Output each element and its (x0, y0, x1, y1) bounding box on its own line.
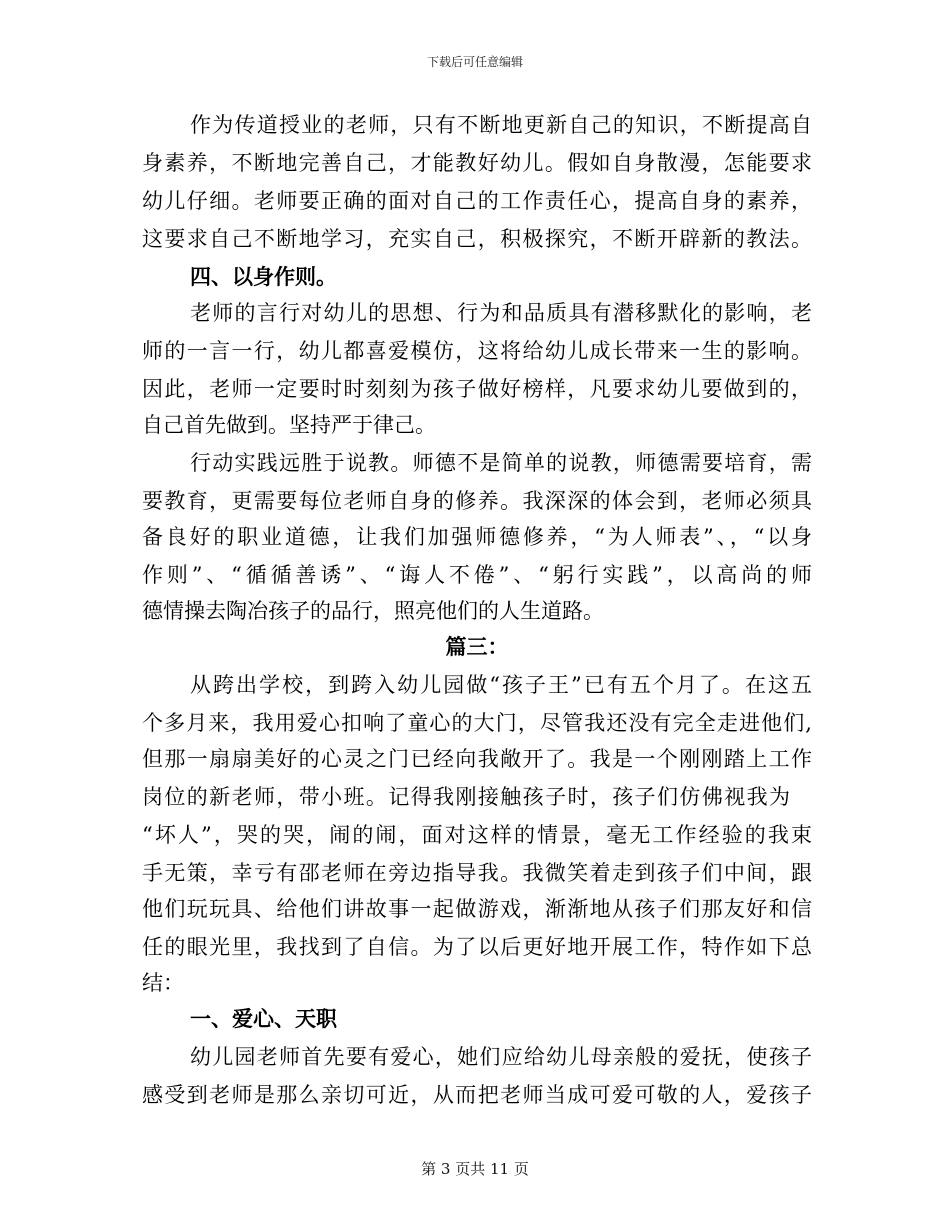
text-line: “坏人”，哭的哭，闹的闹，面对这样的情景，毫无工作经验的我束 (142, 823, 812, 847)
page-footer: 第 3 页共 11 页 (421, 1160, 529, 1178)
text-line: 手无策，幸亏有邵老师在旁边指导我。我微笑着走到孩子们中间，跟 (142, 861, 812, 885)
section-title: 篇三： (445, 634, 509, 659)
text-line: 作为传道授业的老师，只有不断地更新自己的知识，不断提高自 (190, 113, 812, 137)
text-line: 身素养，不断地完善自己，才能教好幼儿。假如自身散漫，怎能要求 (142, 151, 812, 175)
page-header: 下载后可任意编辑 (426, 55, 523, 69)
text-line: 这要求自己不断地学习，充实自己，积极探究，不断开辟新的教法。 (142, 227, 812, 251)
text-line: 个多月来，我用爱心扣响了童心的大门，尽管我还没有完全走进他们, (142, 711, 812, 735)
text-line: 从跨出学校，到跨入幼儿园做“孩子王”已有五个月了。在这五 (190, 673, 812, 697)
text-line: 感受到老师是那么亲切可近，从而把老师当成可爱可敬的人，爱孩子 (142, 1083, 812, 1107)
section-heading: 四、以身作则。 (190, 264, 337, 289)
text-line: 师的一言一行，幼儿都喜爱模仿，这将给幼儿成长带来一生的影响。 (142, 339, 812, 363)
text-line: 德情操去陶冶孩子的品行，照亮他们的人生道路。 (142, 599, 604, 623)
text-line: 岗位的新老师，带小班。记得我刚接触孩子时，孩子们仿佛视我为 (142, 785, 790, 809)
section-heading: 一、爱心、天职 (190, 1006, 337, 1031)
text-line: 自己首先做到。坚持严于律己。 (142, 413, 436, 437)
text-line: 他们玩玩具、给他们讲故事一起做游戏，渐渐地从孩子们那友好和信 (142, 897, 812, 921)
text-line: 结： (142, 971, 184, 995)
text-line: 幼儿仔细。老师要正确的面对自己的工作责任心，提高自身的素养， (142, 189, 812, 213)
text-line: 行动实践远胜于说教。师德不是简单的说教，师德需要培育，需 (190, 451, 812, 475)
text-line: 作则”、“循循善诱”、“诲人不倦”、“躬行实践”，以高尚的师 (142, 563, 812, 587)
text-line: 但那一扇扇美好的心灵之门已经向我敞开了。我是一个刚刚踏上工作 (142, 747, 812, 771)
text-line: 幼儿园老师首先要有爱心，她们应给幼儿母亲般的爱抚，使孩子 (190, 1045, 812, 1069)
text-line: 备良好的职业道德，让我们加强师德修养，“为人师表”、，“以身 (142, 525, 812, 549)
text-line: 要教育，更需要每位老师自身的修养。我深深的体会到，老师必须具 (142, 489, 812, 513)
text-line: 因此，老师一定要时时刻刻为孩子做好榜样，凡要求幼儿要做到的， (142, 377, 812, 401)
text-line: 任的眼光里，我找到了自信。为了以后更好地开展工作，特作如下总 (142, 935, 812, 959)
text-line: 老师的言行对幼儿的思想、行为和品质具有潜移默化的影响，老 (190, 301, 812, 325)
